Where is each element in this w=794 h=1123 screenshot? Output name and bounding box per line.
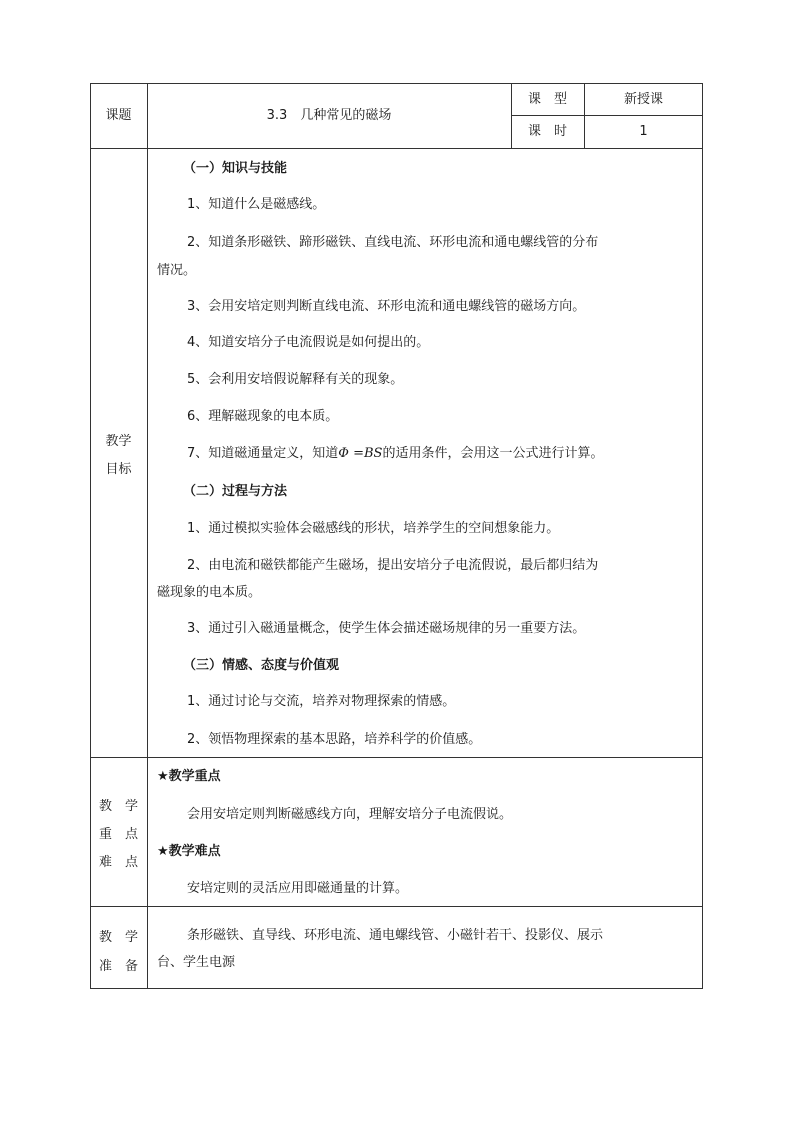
flux-formula: Φ =BS [338,446,383,461]
objective-item: 1、通过讨论与交流，培养对物理探索的情感。 [187,694,456,709]
objective-item: 6、理解磁现象的电本质。 [187,409,339,424]
objective-item: 2、知道条形磁铁、蹄形磁铁、直线电流、环形电流和通电螺线管的分布 [187,235,599,250]
difficulty-title: ★教学难点 [157,844,221,859]
type-value: 新授课 [623,92,663,107]
lesson-title: 3.3 几种常见的磁场 [266,108,392,123]
prep-text-line1: 条形磁铁、直导线、环形电流、通电螺线管、小磁针若干、投影仪、展示 [187,928,604,943]
keypoints-label-line1: 教 学 [98,799,138,814]
objective-item: 2、由电流和磁铁都能产生磁场，提出安培分子电流假说，最后都归结为 [187,558,599,573]
prep-label-line1: 教 学 [98,930,138,945]
keypoints-label-line2: 重 点 [98,827,138,842]
flux-text-post: 的适用条件，会用这一公式进行计算。 [382,446,604,461]
flux-text-pre: 7、知道磁通量定义，知道 [187,446,339,461]
objective-item: 磁现象的电本质。 [157,585,262,600]
focus-title: ★教学重点 [157,769,221,784]
objective-item-flux [187,442,603,461]
objective-item: 4、知道安培分子电流假说是如何提出的。 [187,335,430,350]
section-knowledge-title: （一）知识与技能 [183,161,288,176]
column-divider [147,83,148,989]
objective-item: 3、通过引入磁通量概念，使学生体会描述磁场规律的另一重要方法。 [187,621,586,636]
objective-item: 3、会用安培定则判断直线电流、环形电流和通电螺线管的磁场方向。 [187,299,586,314]
section-process-title: （二）过程与方法 [183,484,288,499]
row-divider [90,757,703,758]
objective-item: 1、知道什么是磁感线。 [187,197,326,212]
row-divider [511,115,703,116]
objective-item: 2、领悟物理探索的基本思路，培养科学的价值感。 [187,732,482,747]
hours-label: 课 时 [527,124,567,139]
section-attitude-title: （三）情感、态度与价值观 [183,658,340,673]
objective-item: 情况。 [157,263,197,278]
objective-item: 1、通过模拟实验体会磁感线的形状，培养学生的空间想象能力。 [187,521,560,536]
type-label: 课 型 [527,92,567,107]
prep-label-line2: 准 备 [98,959,138,974]
hours-value: 1 [639,124,648,139]
topic-label: 课题 [105,108,132,123]
prep-text-line2: 台、学生电源 [157,955,236,970]
objectives-label-line1: 教学 [105,434,132,449]
keypoints-label-line3: 难 点 [98,855,138,870]
focus-text: 会用安培定则判断磁感线方向，理解安培分子电流假说。 [187,807,513,822]
objectives-label-line2: 目标 [105,462,132,477]
row-divider [90,906,703,907]
difficulty-text: 安培定则的灵活应用即磁通量的计算。 [187,881,409,896]
row-divider [90,148,703,149]
objective-item: 5、会利用安培假说解释有关的现象。 [187,372,404,387]
